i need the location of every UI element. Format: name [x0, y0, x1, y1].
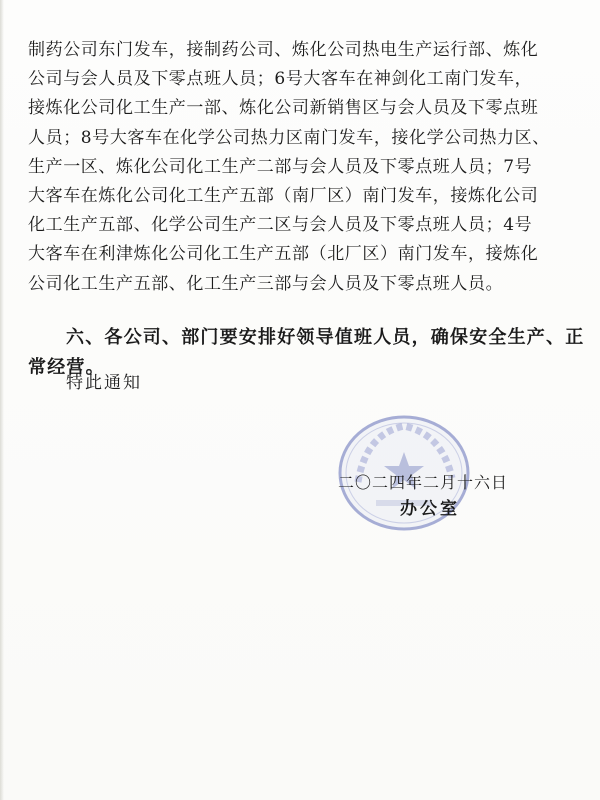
body-line: 大客车在利津炼化公司化工生产五部（北厂区）南门发车，接炼化 [28, 244, 539, 265]
issuing-office: 办公室 [400, 499, 460, 519]
body-paragraph [28, 36, 576, 299]
item-six-line: 六、各公司、部门要安排好领导值班人员，确保安全生产、正 [66, 327, 585, 348]
body-line: 化工生产五部、化学公司生产二区与会人员及下零点班人员；4号 [28, 215, 533, 236]
body-line: 人员；8号大客车在化学公司热力区南门发车，接化学公司热力区、 [28, 127, 550, 148]
document-date: 二〇二四年二月十六日 [338, 473, 509, 492]
item-six-line: 常经营。 [28, 357, 105, 378]
body-line: 制药公司东门发车，接制药公司、炼化公司热电生产运行部、炼化 [28, 40, 539, 60]
scan-edge [0, 0, 4, 800]
body-line: 大客车在炼化公司化工生产五部（南厂区）南门发车，接炼化公司 [28, 186, 539, 207]
body-line: 公司化工生产五部、化工生产三部与会人员及下零点班人员。 [28, 273, 504, 294]
notice-text: 特此通知 [66, 373, 142, 393]
body-line: 接炼化公司化工生产一部、炼化公司新销售区与会人员及下零点班 [28, 98, 539, 119]
body-line: 生产一区、炼化公司化工生产二部与会人员及下零点班人员；7号 [28, 156, 533, 177]
body-line: 公司与会人员及下零点班人员；6号大客车在神剑化工南门发车， [28, 69, 533, 90]
